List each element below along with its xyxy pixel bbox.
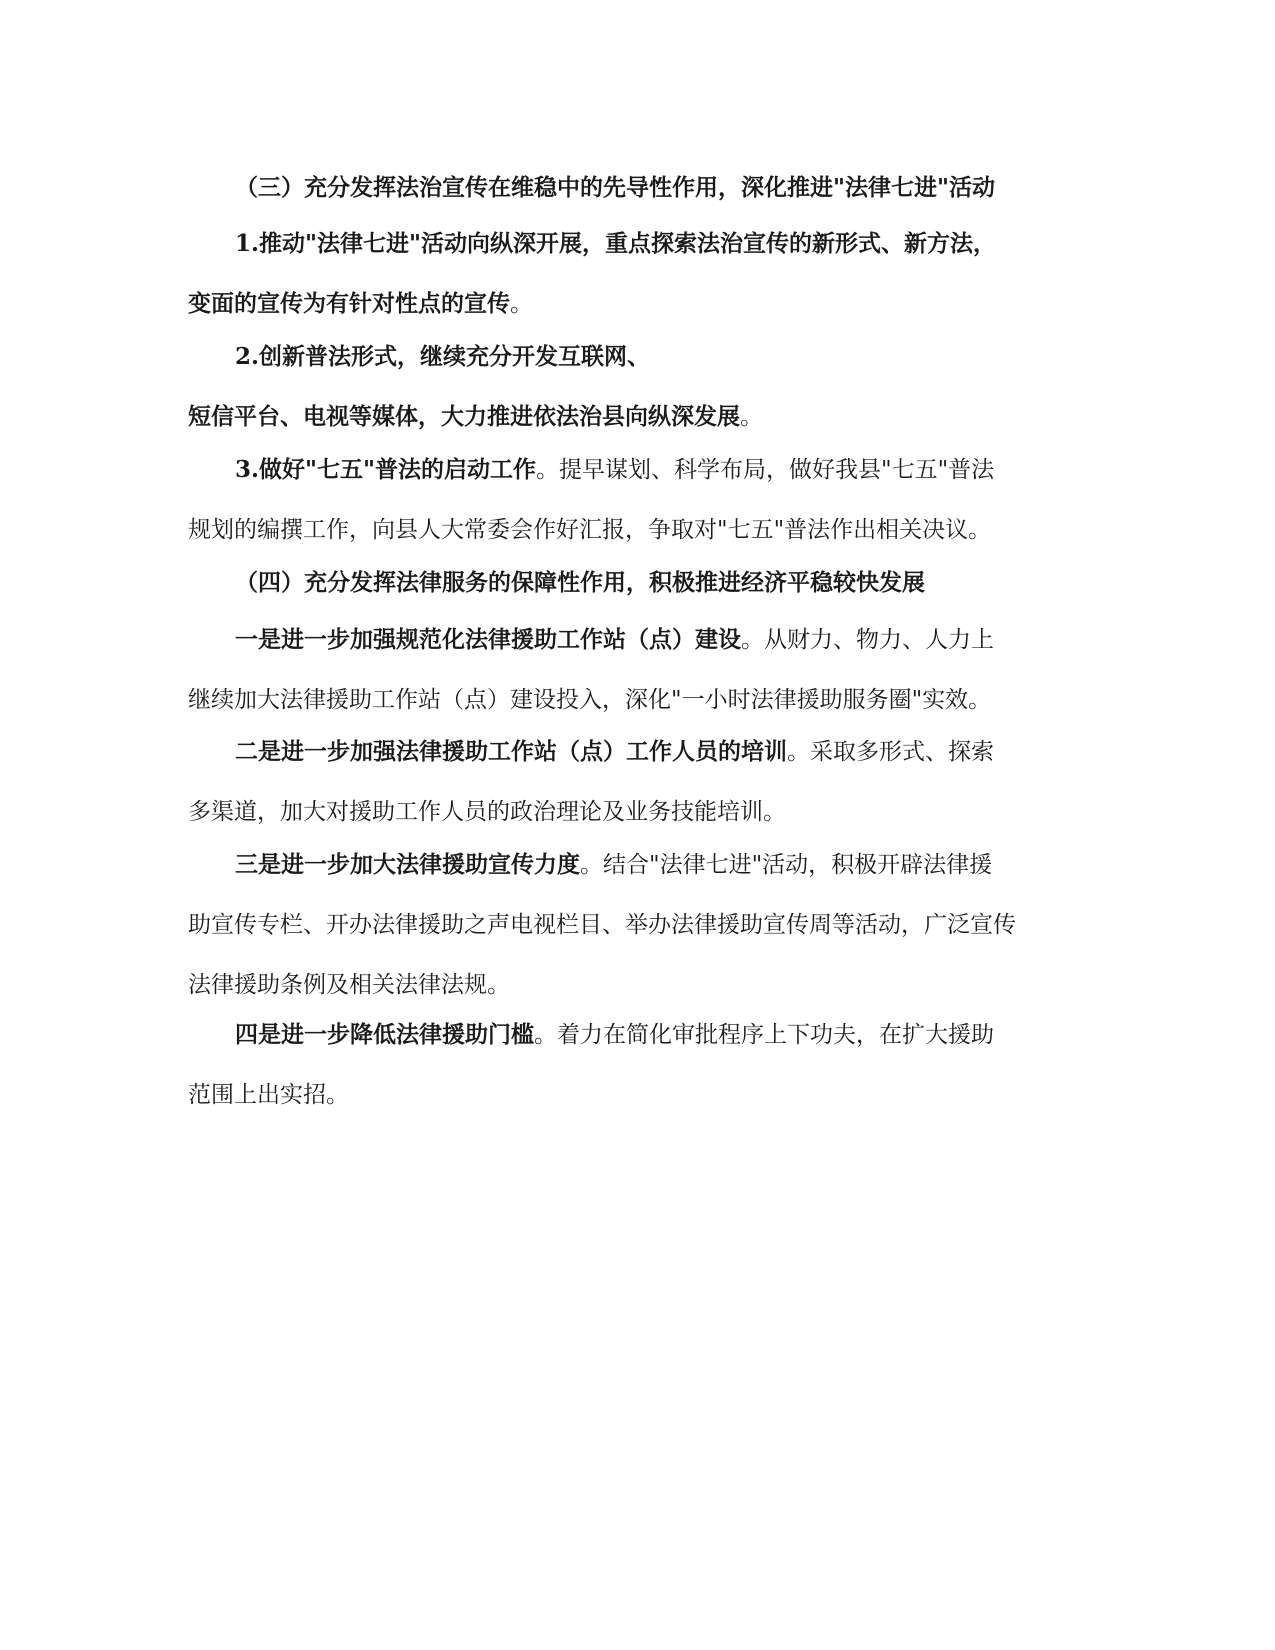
paragraph-point-2 <box>188 722 1088 842</box>
line-normal: 。采取多形式、探索 <box>787 739 994 765</box>
line-bold: （四）充分发挥法律服务的保障性作用，积极推进经济平稳较快发展 <box>235 569 925 596</box>
line-normal: 。着力在简化审批程序上下功夫，在扩大援助 <box>534 1022 994 1048</box>
paragraph-heading-3 <box>188 158 1088 218</box>
line-normal: 助宣传专栏、开办法律援助之声电视栏目、举办法律援助宣传周等活动，广泛宣传 <box>188 912 1016 938</box>
line-bold: 四是进一步降低法律援助门槛 <box>235 1021 534 1048</box>
line-normal: 。 <box>740 404 763 430</box>
paragraph-item-2 <box>188 327 1088 447</box>
line-bold: 3.做好"七五"普法的启动工作 <box>235 456 536 483</box>
line-normal: 继续加大法律援助工作站（点）建设投入，深化"一小时法律援助服务圈"实效。 <box>188 687 992 713</box>
line-normal: 规划的编撰工作，向县人大常委会作好汇报，争取对"七五"普法作出相关决议。 <box>188 517 992 543</box>
line-normal: 法律援助条例及相关法律法规。 <box>188 972 510 998</box>
line-bold: 2.创新普法形式，继续充分开发互联网、 <box>235 343 651 370</box>
line-bold: 二是进一步加强法律援助工作站（点）工作人员的培训 <box>235 738 787 765</box>
line-normal: 。提早谋划、科学布局，做好我县"七五"普法 <box>535 457 995 483</box>
line-bold: 1.推动"法律七进"活动向纵深开展，重点探索法治宣传的新形式、新方法， <box>235 230 996 257</box>
line-bold: 短信平台、电视等媒体，大力推进依法治县向纵深发展 <box>188 403 740 430</box>
line-bold: 一是进一步加强规范化法律援助工作站（点）建设 <box>235 626 741 653</box>
line-normal: 。从财力、物力、人力上 <box>741 627 994 653</box>
paragraph-point-1 <box>188 610 1088 730</box>
line-bold: 变面的宣传为有针对性点的宣传 <box>188 290 510 317</box>
line-normal: 多渠道，加大对援助工作人员的政治理论及业务技能培训。 <box>188 799 786 825</box>
line-bold: 三是进一步加大法律援助宣传力度 <box>235 851 580 878</box>
paragraph-heading-4 <box>188 553 1088 613</box>
paragraph-item-3 <box>188 440 1088 560</box>
line-normal: 。结合"法律七进"活动，积极开辟法律援 <box>580 852 993 878</box>
line-normal: 。 <box>510 291 533 317</box>
line-normal: 范围上出实招。 <box>188 1082 349 1108</box>
line-bold: （三）充分发挥法治宣传在维稳中的先导性作用，深化推进"法律七进"活动 <box>235 174 995 201</box>
paragraph-item-1 <box>188 214 1088 334</box>
paragraph-point-3 <box>188 835 1088 1015</box>
paragraph-point-4 <box>188 1005 1088 1125</box>
